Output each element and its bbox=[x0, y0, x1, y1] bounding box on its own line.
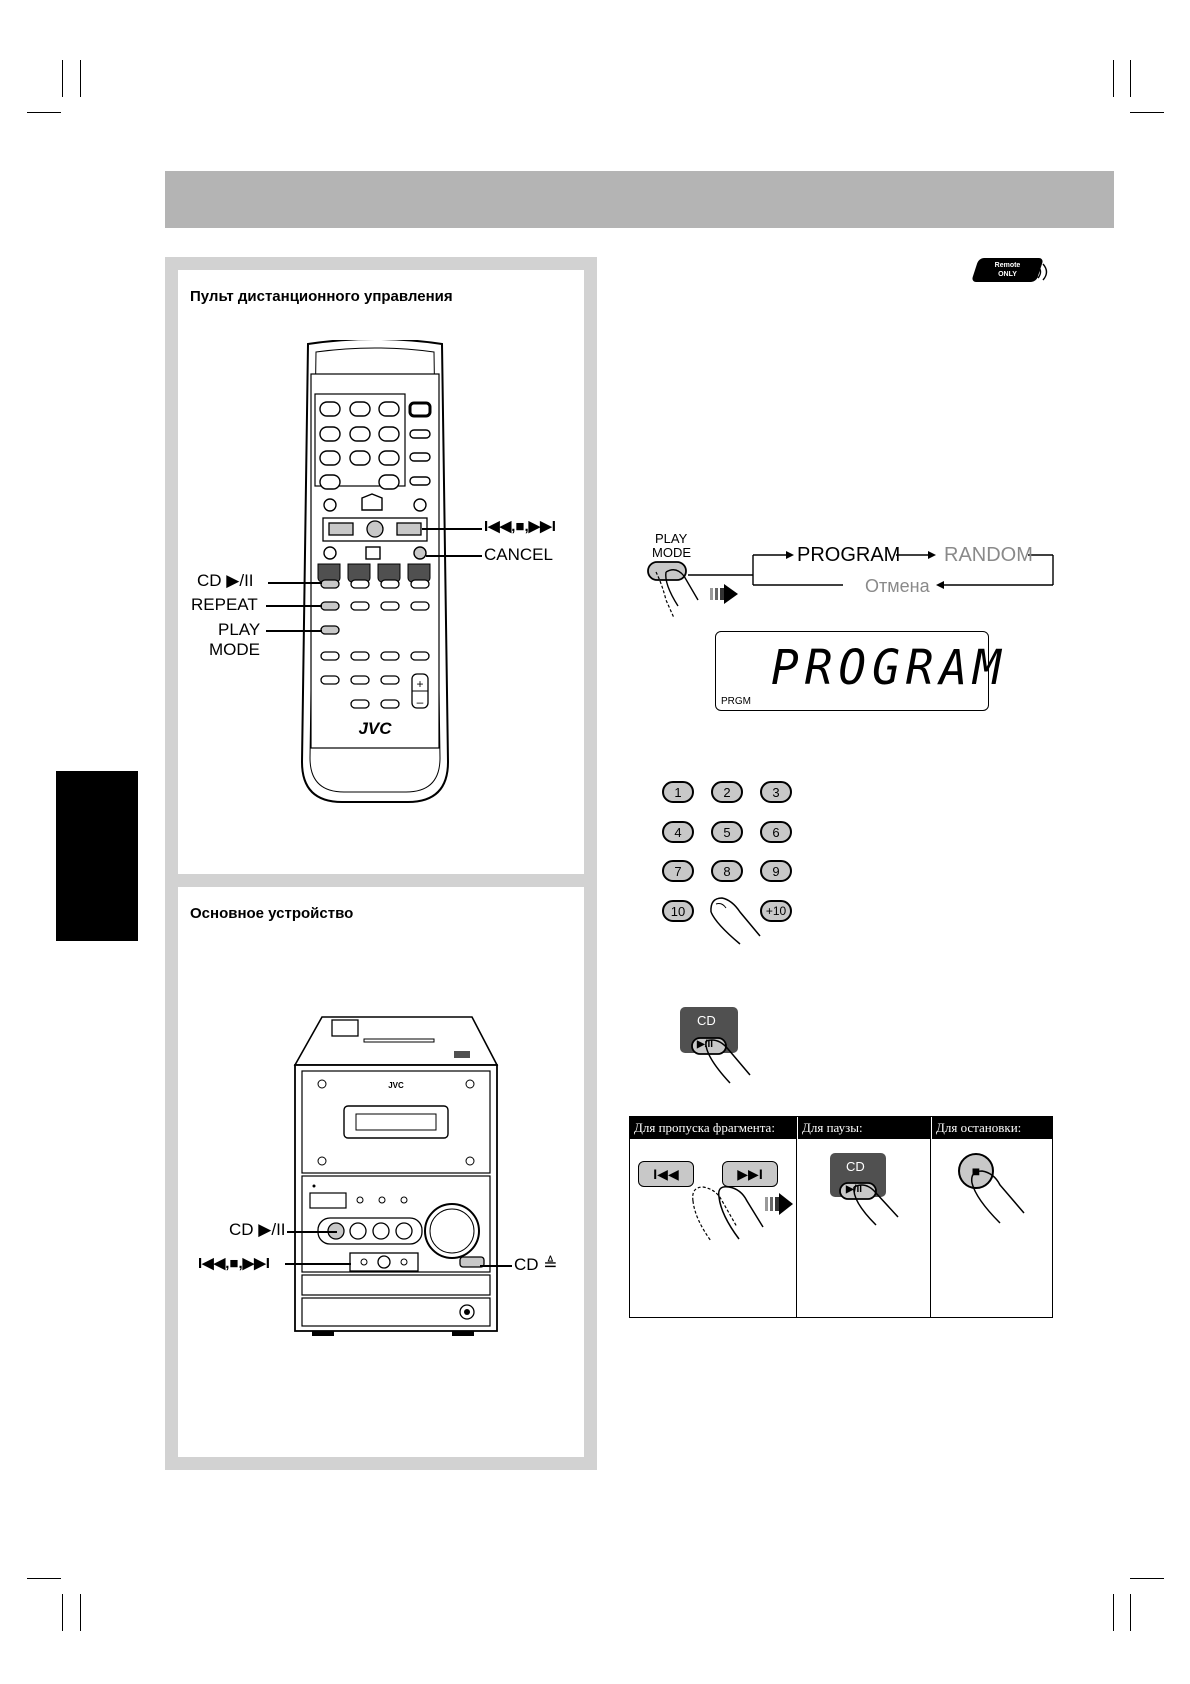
main-unit-brand: JVC bbox=[388, 1081, 404, 1090]
crop-mark-tr-v2 bbox=[1130, 60, 1131, 97]
crop-mark-bl-v1 bbox=[62, 1594, 63, 1631]
crop-mark-br-v1 bbox=[1113, 1594, 1114, 1631]
operations-table bbox=[629, 1116, 1053, 1318]
main-unit-illustration bbox=[292, 1013, 502, 1343]
op-header-stop: Для остановки: bbox=[932, 1117, 1052, 1139]
number-key-3[interactable]: 3 bbox=[760, 781, 792, 803]
remote-only-line1: Remote bbox=[994, 262, 1021, 269]
crop-mark-tl-v1 bbox=[62, 60, 63, 97]
leader-play bbox=[266, 630, 322, 632]
leader-unit-cd-play bbox=[287, 1231, 337, 1233]
number-key-9[interactable]: 9 bbox=[760, 860, 792, 882]
crop-mark-tl-v2 bbox=[80, 60, 81, 97]
leader-skip-stop bbox=[422, 528, 482, 530]
lcd-main-text: PROGRAM bbox=[771, 638, 1007, 696]
pause-button-symbol: ▶/II bbox=[846, 1184, 863, 1195]
number-key-2[interactable]: 2 bbox=[711, 781, 743, 803]
flow-random: RANDOM bbox=[944, 544, 1033, 566]
pause-button-illustration bbox=[828, 1151, 918, 1231]
remote-callout-cancel: CANCEL bbox=[484, 545, 553, 564]
crop-mark-bl-h bbox=[27, 1578, 61, 1579]
leader-unit-cd-eject bbox=[480, 1265, 512, 1267]
pause-button-top-label: CD bbox=[846, 1159, 865, 1174]
number-key-6[interactable]: 6 bbox=[760, 821, 792, 843]
remote-callout-skip-stop: I◀◀,■,▶▶I bbox=[484, 518, 556, 535]
crop-mark-tr-h bbox=[1130, 112, 1164, 113]
remote-only-line2: ONLY bbox=[998, 271, 1017, 278]
number-key-7[interactable]: 7 bbox=[662, 860, 694, 882]
op-divider-1 bbox=[796, 1117, 797, 1317]
leader-unit-skip-stop bbox=[285, 1263, 351, 1265]
remote-callout-play: PLAY bbox=[218, 620, 261, 639]
section-side-tab bbox=[56, 771, 138, 941]
remote-control-illustration bbox=[300, 340, 450, 805]
remote-signal-icon bbox=[1030, 263, 1054, 281]
remote-callout-repeat: REPEAT bbox=[191, 595, 258, 614]
cd-button-top-label: CD bbox=[697, 1013, 716, 1028]
flow-cancel: Отмена bbox=[865, 576, 930, 596]
number-key-8[interactable]: 8 bbox=[711, 860, 743, 882]
play-mode-label-play: PLAY bbox=[655, 531, 688, 546]
remote-vol-minus-label: – bbox=[416, 695, 424, 709]
crop-mark-tl-h bbox=[27, 112, 61, 113]
stop-finger-icon bbox=[964, 1169, 1034, 1229]
skip-back-symbol: I◀◀ bbox=[653, 1165, 679, 1182]
op-header-skip: Для пропуска фрагмента: bbox=[630, 1117, 797, 1139]
leader-repeat bbox=[266, 605, 322, 607]
flow-program: PROGRAM bbox=[797, 544, 901, 566]
skip-forward-symbol: ▶▶I bbox=[737, 1165, 763, 1182]
lcd-display bbox=[715, 631, 1007, 711]
remote-panel-title: Пульт дистанционного управления bbox=[190, 288, 453, 305]
crop-mark-bl-v2 bbox=[80, 1594, 81, 1631]
crop-mark-br-h bbox=[1130, 1578, 1164, 1579]
crop-mark-tr-v1 bbox=[1113, 60, 1114, 97]
unit-callout-skip-stop: I◀◀,■,▶▶I bbox=[198, 1255, 270, 1272]
finger-press-icon bbox=[706, 892, 766, 950]
number-key-1[interactable]: 1 bbox=[662, 781, 694, 803]
play-mode-label-mode: MODE bbox=[652, 545, 691, 560]
leader-cancel bbox=[426, 555, 482, 557]
crop-mark-br-v2 bbox=[1130, 1594, 1131, 1631]
lcd-prgm-indicator: PRGM bbox=[721, 696, 751, 707]
header-bar bbox=[165, 171, 1114, 228]
cd-button-symbol: ▶/II bbox=[697, 1039, 714, 1050]
remote-brand-logo: JVC bbox=[358, 719, 392, 738]
skip-finger-icon bbox=[685, 1183, 795, 1253]
number-key-5[interactable]: 5 bbox=[711, 821, 743, 843]
op-header-pause: Для паузы: bbox=[798, 1117, 931, 1139]
remote-vol-plus-label: + bbox=[416, 677, 424, 691]
number-key-plus10[interactable]: +10 bbox=[760, 900, 792, 922]
main-unit-panel-title: Основное устройство bbox=[190, 905, 354, 922]
unit-callout-cd-play: CD ▶/II bbox=[229, 1220, 286, 1239]
remote-callout-mode: MODE bbox=[209, 640, 260, 659]
number-key-10[interactable]: 10 bbox=[662, 900, 694, 922]
unit-callout-cd-eject: CD ≜ bbox=[514, 1255, 558, 1274]
stop-symbol: ■ bbox=[971, 1163, 981, 1179]
remote-callout-cd-play: CD ▶/II bbox=[197, 571, 254, 590]
cd-play-button-illustration bbox=[678, 1005, 768, 1090]
leader-cd-play bbox=[268, 582, 322, 584]
op-divider-2 bbox=[930, 1117, 931, 1317]
number-key-4[interactable]: 4 bbox=[662, 821, 694, 843]
